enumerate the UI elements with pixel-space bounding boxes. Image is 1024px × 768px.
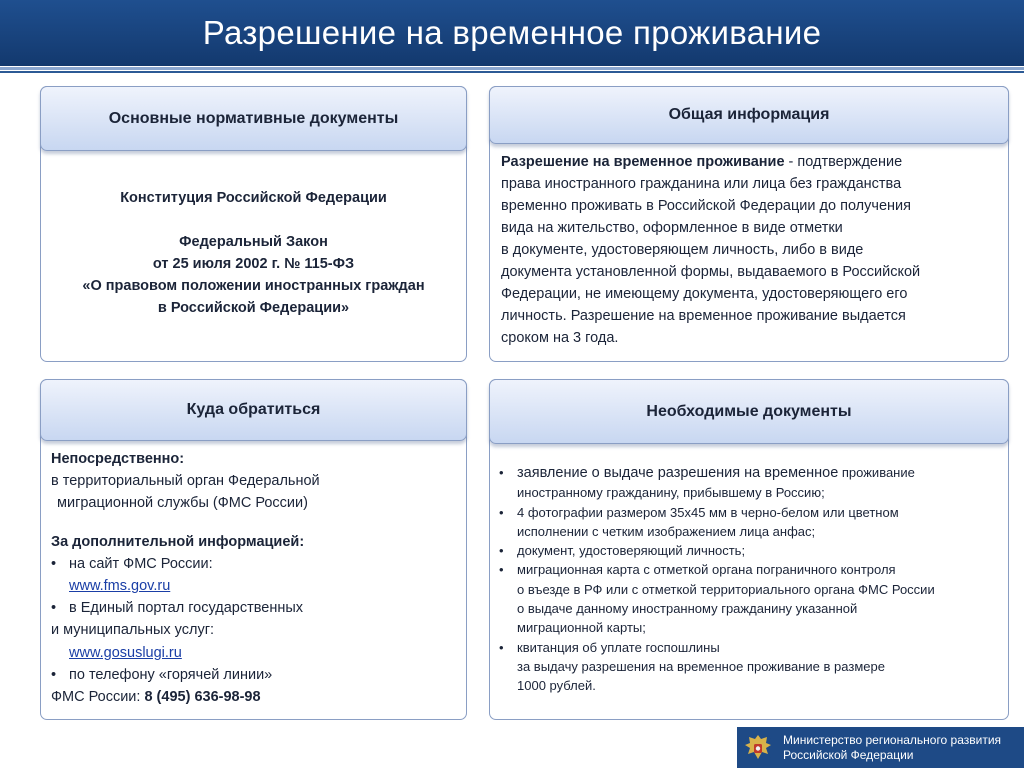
law-title: Федеральный Закон <box>179 234 328 250</box>
hotline-label: ФМС России: <box>51 689 145 706</box>
coat-of-arms-icon <box>741 731 775 765</box>
where-to-apply-panel <box>40 379 467 720</box>
general-info-panel <box>489 86 1009 362</box>
bullet-icon: • <box>499 639 504 655</box>
general-info-line: Федерации, не имеющему документа, удостоверяющего его <box>501 286 908 302</box>
spacer <box>51 515 456 531</box>
document-item-cont: о выдаче данному иностранному гражданину указанной <box>517 601 858 617</box>
bullet-icon: • <box>51 600 57 617</box>
direct-line: в территориальный орган Федеральной <box>51 473 320 490</box>
page-title: Разрешение на временное проживание <box>202 14 822 51</box>
gosuslugi-website-link[interactable]: www.gosuslugi.ru <box>69 644 182 661</box>
info-title: За дополнительной информацией: <box>51 533 305 550</box>
direct-title: Непосредственно: <box>51 451 185 467</box>
hotline-phone: 8 (495) 636-98-98 <box>144 689 261 706</box>
general-info-line: временно проживать в Российской Федерации до получения <box>501 198 911 214</box>
general-info-line: в документе, удостоверяющем личность, либо в виде <box>501 242 864 258</box>
spacer <box>41 209 466 231</box>
bullet-icon: • <box>499 504 504 520</box>
document-item-text: миграционная карта с отметкой органа пограничного контроля <box>517 562 896 578</box>
fms-website-link[interactable]: www.fms.gov.ru <box>69 578 171 595</box>
bullet-icon: • <box>499 562 504 578</box>
contact-bullet <box>51 664 456 686</box>
general-info-line: вида на жительство, оформленное в виде отметки <box>501 220 843 236</box>
ministry-name <box>783 733 1001 763</box>
general-info-line: личность. Разрешение на временное проживание выдается <box>501 308 906 324</box>
contact-bullet-text: на сайт ФМС России: <box>69 555 213 572</box>
general-info-line: сроком на 3 года. <box>501 330 619 346</box>
document-item-text: документ, удостоверяющий личность; <box>517 543 746 559</box>
normative-documents-panel <box>40 86 467 362</box>
fms-link-row <box>51 575 456 597</box>
title-bar <box>0 0 1024 66</box>
contact-bullet-text: в Единый портал государственных <box>69 600 304 617</box>
normative-documents-heading: Основные нормативные документы <box>40 86 467 151</box>
where-to-apply-body <box>41 448 466 708</box>
document-item-text-small: проживание <box>838 465 915 480</box>
document-item <box>499 503 998 522</box>
constitution-text: Конституция Российской Федерации <box>120 190 387 206</box>
general-info-line: документа установленной формы, выдаваемого в Российской <box>501 264 921 280</box>
contact-bullet <box>51 553 456 575</box>
document-item <box>499 638 998 657</box>
direct-line: миграционной службы (ФМС России) <box>57 495 308 512</box>
document-item-cont: миграционной карты; <box>517 620 646 636</box>
general-info-heading: Общая информация <box>489 86 1009 144</box>
general-info-term: Разрешение на временное проживание <box>501 154 785 170</box>
ministry-footer <box>737 727 1024 768</box>
general-info-line: права иностранного гражданина или лица без гражданства <box>501 176 902 192</box>
document-item-cont: иностранному гражданину, прибывшему в Россию; <box>517 485 825 501</box>
law-date: от 25 июля 2002 г. № 115-ФЗ <box>152 256 355 272</box>
bullet-icon: • <box>51 666 57 683</box>
law-name-line2: в Российской Федерации» <box>157 300 350 316</box>
document-item <box>499 560 998 579</box>
bullet-icon: • <box>51 555 57 572</box>
document-item-cont: 1000 рублей. <box>517 678 596 694</box>
where-to-apply-heading: Куда обратиться <box>40 379 467 441</box>
ministry-name-line2: Российской Федерации <box>783 747 914 762</box>
document-item-cont: исполнении с четким изображением лица анфас; <box>517 523 816 539</box>
title-underline <box>0 67 1024 70</box>
law-name-line1: «О правовом положении иностранных граждан <box>82 278 425 294</box>
general-info-line-text: - подтверждение <box>784 154 903 170</box>
title-underline-dark <box>0 71 1024 73</box>
document-item-text: 4 фотографии размером 35х45 мм в черно-белом или цветном <box>517 504 899 520</box>
ministry-name-line1: Министерство регионального развития <box>783 732 1002 747</box>
hotline-row <box>51 686 456 708</box>
required-documents-panel <box>489 379 1009 720</box>
document-item-text: заявление о выдаче разрешения на временное <box>517 465 839 481</box>
document-item-cont: за выдачу разрешения на временное проживание в размере <box>517 658 885 674</box>
document-item-cont: о въезде в РФ или с отметкой территориального органа ФМС России <box>517 581 935 597</box>
document-item-text: квитанция об уплате госпошлины <box>517 639 720 655</box>
contact-bullet <box>51 597 456 619</box>
contact-line: и муниципальных услуг: <box>51 622 215 639</box>
document-item <box>499 541 998 560</box>
required-documents-heading: Необходимые документы <box>489 379 1009 444</box>
normative-documents-body <box>41 187 466 319</box>
contact-bullet-text: по телефону «горячей линии» <box>69 666 273 683</box>
general-info-body <box>490 151 1008 349</box>
bullet-icon: • <box>499 465 504 480</box>
required-documents-body <box>490 463 1008 696</box>
gosuslugi-link-row <box>51 642 456 664</box>
bullet-icon: • <box>499 543 504 559</box>
document-item <box>499 463 998 483</box>
general-info-line <box>501 151 998 173</box>
